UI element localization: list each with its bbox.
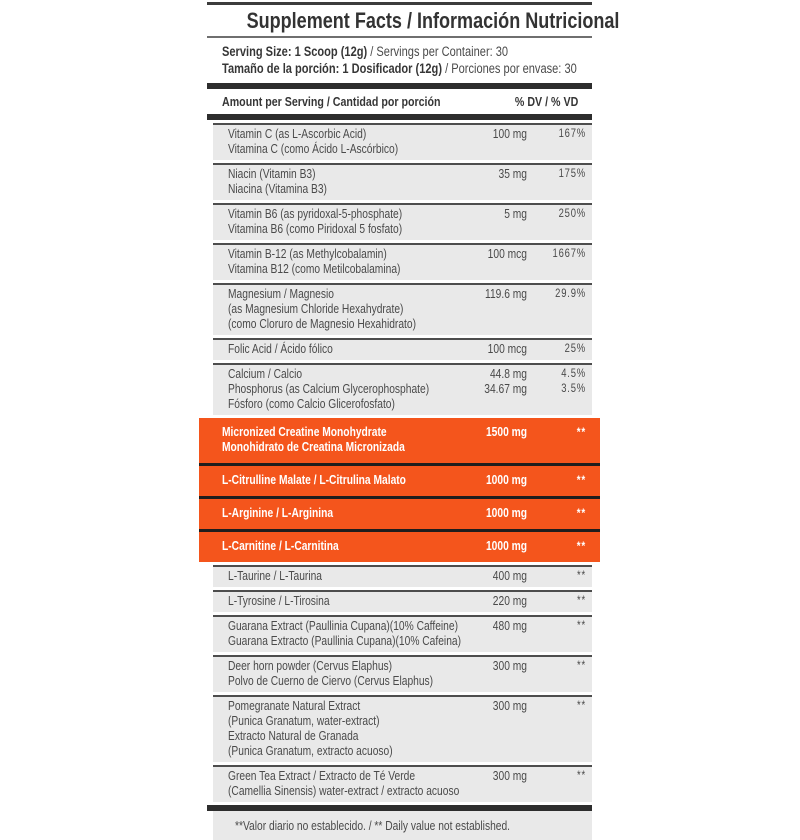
dv-value: ** bbox=[577, 770, 586, 782]
row-dvs bbox=[527, 425, 592, 455]
ingredient-name: Micronized Creatine Monohydrate bbox=[222, 425, 387, 439]
ingredient-name: Niacin (Vitamin B3) bbox=[228, 167, 316, 181]
ingredient-name: Vitamin B6 (as pyridoxal-5-phosphate) bbox=[228, 207, 403, 221]
dv-value: ** bbox=[577, 620, 586, 632]
row-amounts bbox=[442, 569, 527, 584]
ingredient-name: Polvo de Cuerno de Ciervo (Cervus Elaphus) bbox=[228, 674, 434, 688]
dv-value: 167% bbox=[558, 128, 586, 140]
amount-per-serving-header: Amount per Serving / Cantidad por porción bbox=[222, 94, 441, 109]
row-amounts bbox=[442, 699, 527, 759]
row-names bbox=[228, 659, 442, 689]
amount-value: 300 mg bbox=[492, 769, 527, 783]
table-row bbox=[199, 418, 600, 463]
servings-per-container-es: / Porciones por envase: 30 bbox=[442, 61, 577, 76]
amount-value: 5 mg bbox=[504, 207, 527, 221]
table-row bbox=[213, 203, 592, 240]
row-dvs bbox=[527, 594, 592, 609]
serving-size-line-es bbox=[222, 60, 577, 77]
dv-value: 250% bbox=[558, 208, 586, 220]
row-dvs bbox=[527, 569, 592, 584]
row-names bbox=[228, 287, 442, 332]
amount-value: 34.67 mg bbox=[484, 382, 527, 396]
amount-value: 1500 mg bbox=[485, 425, 527, 439]
row-amounts bbox=[442, 594, 527, 609]
row-amounts bbox=[442, 342, 527, 357]
footnote-text: **Valor diario no establecido. / ** Daily value not established. bbox=[235, 818, 511, 833]
ingredient-name: L-Citrulline Malate / L-Citrulina Malato bbox=[222, 473, 406, 487]
dv-value: 3.5% bbox=[561, 383, 586, 395]
table-row bbox=[213, 243, 592, 280]
row-amounts bbox=[442, 473, 527, 488]
row-dvs bbox=[527, 769, 592, 799]
amount-value: 1000 mg bbox=[485, 473, 527, 487]
row-names bbox=[228, 127, 442, 157]
row-dvs bbox=[527, 342, 592, 357]
row-names bbox=[222, 539, 442, 554]
row-dvs bbox=[527, 287, 592, 332]
row-dvs bbox=[527, 539, 592, 554]
row-amounts bbox=[442, 167, 527, 197]
row-names bbox=[228, 247, 442, 277]
facts-table bbox=[207, 120, 592, 802]
ingredient-name: Phosphorus (as Calcium Glycerophosphate) bbox=[228, 382, 430, 396]
amount-value: 44.8 mg bbox=[489, 367, 527, 381]
ingredient-name: Monohidrato de Creatina Micronizada bbox=[222, 440, 405, 454]
table-row bbox=[213, 765, 592, 802]
dv-header: % DV / % VD bbox=[514, 94, 578, 109]
row-names bbox=[228, 367, 442, 412]
ingredient-name: L-Carnitine / L-Carnitina bbox=[222, 539, 339, 553]
serving-size-en-bold: Serving Size: 1 Scoop (12g) bbox=[222, 44, 368, 59]
row-names bbox=[222, 506, 442, 521]
ingredient-name: Vitamina B6 (como Piridoxal 5 fosfato) bbox=[228, 222, 403, 236]
ingredient-name: L-Taurine / L-Taurina bbox=[228, 569, 323, 583]
row-amounts bbox=[442, 506, 527, 521]
row-amounts bbox=[442, 207, 527, 237]
amount-value: 1000 mg bbox=[485, 506, 527, 520]
ingredient-name: (Punica Granatum, water-extract) bbox=[228, 714, 380, 728]
table-row bbox=[213, 163, 592, 200]
dv-value: 175% bbox=[558, 168, 586, 180]
dv-value: 4.5% bbox=[561, 368, 586, 380]
amount-value: 480 mg bbox=[492, 619, 527, 633]
row-dvs bbox=[527, 367, 592, 412]
supplement-facts-label bbox=[207, 2, 620, 840]
amount-value: 1000 mg bbox=[485, 539, 527, 553]
dv-value: ** bbox=[576, 539, 586, 553]
row-dvs bbox=[527, 659, 592, 689]
row-names bbox=[222, 425, 442, 455]
table-row bbox=[213, 695, 592, 762]
dv-value: 25% bbox=[564, 343, 586, 355]
serving-info bbox=[207, 38, 592, 83]
amount-value: 220 mg bbox=[492, 594, 527, 608]
row-amounts bbox=[442, 659, 527, 689]
table-row bbox=[213, 655, 592, 692]
row-dvs bbox=[527, 207, 592, 237]
ingredient-name: Pomegranate Natural Extract bbox=[228, 699, 361, 713]
amount-value: 100 mg bbox=[492, 127, 527, 141]
amount-value: 400 mg bbox=[492, 569, 527, 583]
row-names bbox=[228, 569, 442, 584]
serving-size-es-bold: Tamaño de la porción: 1 Dosificador (12g) bbox=[222, 61, 443, 76]
ingredient-name: L-Arginine / L-Arginina bbox=[222, 506, 334, 520]
table-row bbox=[213, 565, 592, 587]
amount-value: 300 mg bbox=[492, 659, 527, 673]
ingredient-name: Deer horn powder (Cervus Elaphus) bbox=[228, 659, 393, 673]
ingredient-name: L-Tyrosine / L-Tirosina bbox=[228, 594, 330, 608]
dv-value: 29.9% bbox=[555, 288, 586, 300]
dv-value: ** bbox=[576, 473, 586, 487]
row-names bbox=[228, 699, 442, 759]
footnote bbox=[213, 811, 592, 840]
dv-value: ** bbox=[577, 595, 586, 607]
ingredient-name: Green Tea Extract / Extracto de Té Verde bbox=[228, 769, 416, 783]
ingredient-name: Folic Acid / Ácido fólico bbox=[228, 342, 333, 356]
row-dvs bbox=[527, 167, 592, 197]
amount-value: 300 mg bbox=[492, 699, 527, 713]
table-row bbox=[213, 615, 592, 652]
table-row bbox=[213, 363, 592, 415]
dv-value: ** bbox=[576, 425, 586, 439]
ingredient-name: (como Cloruro de Magnesio Hexahidrato) bbox=[228, 317, 417, 331]
amount-value: 100 mcg bbox=[487, 247, 527, 261]
table-row bbox=[199, 529, 600, 562]
ingredient-name: Fósforo (como Calcio Glicerofosfato) bbox=[228, 397, 395, 411]
dv-value: ** bbox=[577, 660, 586, 672]
row-amounts bbox=[442, 425, 527, 455]
amount-value: 119.6 mg bbox=[485, 287, 527, 301]
row-amounts bbox=[442, 367, 527, 412]
row-amounts bbox=[442, 247, 527, 277]
dv-value: 1667% bbox=[552, 248, 586, 260]
ingredient-name: Guarana Extracto (Paullinia Cupana)(10% Cafeina) bbox=[228, 634, 462, 648]
dv-value: ** bbox=[577, 570, 586, 582]
ingredient-name: Extracto Natural de Granada bbox=[228, 729, 359, 743]
amount-value: 100 mcg bbox=[487, 342, 527, 356]
row-names bbox=[228, 594, 442, 609]
ingredient-name: Vitamin B-12 (as Methylcobalamin) bbox=[228, 247, 387, 261]
serving-size-line-en bbox=[222, 43, 525, 60]
row-amounts bbox=[442, 127, 527, 157]
row-names bbox=[228, 167, 442, 197]
ingredient-name: (Camellia Sinensis) water-extract / extracto acuoso bbox=[228, 784, 460, 798]
amount-value: 35 mg bbox=[498, 167, 527, 181]
ingredient-name: Magnesium / Magnesio bbox=[228, 287, 334, 301]
row-names bbox=[228, 342, 442, 357]
row-names bbox=[228, 619, 462, 649]
table-row bbox=[199, 463, 600, 496]
ingredient-name: (as Magnesium Chloride Hexahydrate) bbox=[228, 302, 404, 316]
row-dvs bbox=[527, 506, 592, 521]
table-row bbox=[213, 283, 592, 335]
ingredient-name: Vitamina C (como Ácido L-Ascórbico) bbox=[228, 142, 399, 156]
servings-per-container-en: / Servings per Container: 30 bbox=[367, 44, 509, 59]
label-title: Supplement Facts / Información Nutricional bbox=[246, 8, 620, 33]
row-names bbox=[228, 207, 442, 237]
row-dvs bbox=[527, 699, 592, 759]
row-names bbox=[222, 473, 442, 488]
column-header bbox=[207, 89, 592, 114]
row-amounts bbox=[442, 287, 527, 332]
ingredient-name: Niacina (Vitamina B3) bbox=[228, 182, 327, 196]
ingredient-name: (Punica Granatum, extracto acuoso) bbox=[228, 744, 393, 758]
row-amounts bbox=[442, 539, 527, 554]
ingredient-name: Calcium / Calcio bbox=[228, 367, 303, 381]
ingredient-name: Vitamina B12 (como Metilcobalamina) bbox=[228, 262, 401, 276]
dv-value: ** bbox=[576, 506, 586, 520]
table-row bbox=[213, 590, 592, 612]
ingredient-name: Vitamin C (as L-Ascorbic Acid) bbox=[228, 127, 367, 141]
row-dvs bbox=[527, 473, 592, 488]
row-dvs bbox=[527, 127, 592, 157]
label-title-block bbox=[207, 5, 620, 36]
row-dvs bbox=[527, 247, 592, 277]
row-dvs bbox=[527, 619, 592, 649]
table-row bbox=[213, 338, 592, 360]
table-row bbox=[199, 496, 600, 529]
ingredient-name: Guarana Extract (Paullinia Cupana)(10% Caffeine) bbox=[228, 619, 458, 633]
dv-value: ** bbox=[577, 700, 586, 712]
row-names bbox=[228, 769, 460, 799]
table-row bbox=[213, 123, 592, 160]
